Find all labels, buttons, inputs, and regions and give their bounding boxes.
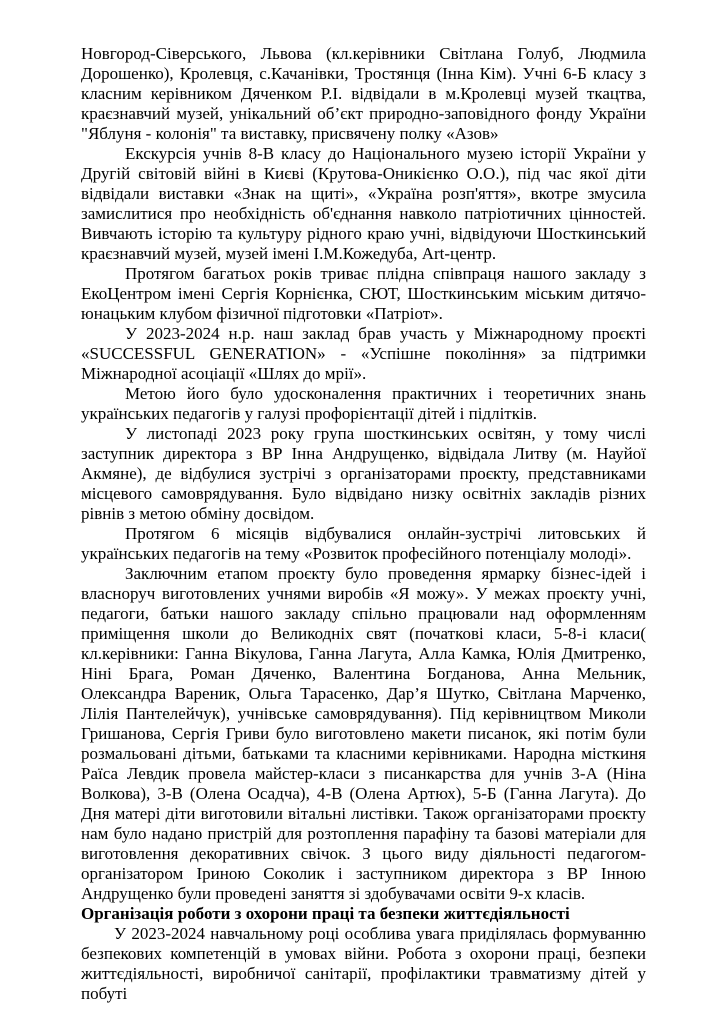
paragraph-project-goal: Метою його було удосконалення практичних і теоретичних знань українських педагогів у галузі профорієнтації дітей і підлітків. (81, 384, 646, 423)
paragraph-excursion-8v: Екскурсія учнів 8-В класу до Національного музею історії України у Другій світовій війні в Києві (Крутова-Оникієнко О.О.), під час якої діти відвідали виставки «Знак на щиті», «Україна розп'яття», вкотре змусила замислитися про необхідність об'єднання навколо патріотичних цінностей. Вивчають історію та культуру рідного краю учні, відвідуючи Шосткинський краєзнавчий музей, музей імені І.М.Кожедуба, Art-центр. (81, 144, 646, 263)
paragraph-project-final-stage: Заключним етапом проєкту було проведення ярмарку бізнес-ідей і власноруч виготовлених учнями виробів «Я можу». У межах проєкту учні, педагоги, батьки нашого закладу спільно працювали над оформленням приміщення школи до Великодніх свят (початкові класи, 5-8-і класи( кл.керівники: Ганна Вікулова, Ганна Лагута, Алла Камка, Юлія Дмитренко, Ніні Брага, Роман Дяченко, Валентина Богданова, Анна Мельник, Олександра Вареник, Ольга Тарасенко, Дар’я Шутко, Світлана Марченко, Лілія Пантелейчук), учнівське самоврядування). Під керівництвом Миколи Гришанова, Сергія Гриви було виготовлено макети писанок, які потім були розмальовані дітьми, батьками та класними керівниками. Народна місткиня Раїса Левдик провела майстер-класи з писанкарства для учнів 3-А (Ніна Волкова), 3-В (Олена Осадча), 4-В (Олена Артюх), 5-Б (Ганна Лагута). До Дня матері діти виготовили вітальні листівки. Також організаторами проєкту нам було надано пристрій для розтоплення парафіну та базові матеріали для виготовлення декоративних свічок. З цього виду діяльності педагогом-організатором Іриною Соколик і заступником директора з ВР Інною Андрущенко були проведені заняття зі здобувачами освіти 9-х класів. (81, 564, 646, 903)
section-heading-labor-safety: Організація роботи з охорони праці та безпеки життєдіяльності (81, 904, 570, 923)
paragraph-continuation: Новгород-Сіверського, Львова (кл.керівники Світлана Голуб, Людмила Дорошенко), Кролевця, с.Качанівки, Тростянця (Інна Кім). Учні 6-Б класу з класним керівником Дяченком Р.І. відвідали в м.Кролевці музей ткацтва, краєзнавчий музей, унікальний об’єкт природно-заповідного фонду України "Яблуня - колонія" та виставку, присвячену полку «Азов» (81, 44, 646, 143)
paragraph-ecocenter-cooperation: Протягом багатьох років триває плідна співпраця нашого закладу з ЕкоЦентром імені Сергія Корнієнка, СЮТ, Шосткинським міським дитячо-юнацьким клубом фізичної підготовки «Патріот». (81, 264, 646, 323)
paragraph-online-meetings: Протягом 6 місяців відбувалися онлайн-зустрічі литовських й українських педагогів на тему «Розвиток професійного потенціалу молоді». (81, 524, 646, 563)
paragraph-lithuania-visit: У листопаді 2023 року група шосткинських освітян, у тому числі заступник директора з ВР Інна Андрущенко, відвідала Литву (м. Науйої Акмяне), де відбулися зустрічі з організаторами проєкту, представниками місцевого самоврядування. Було відвідано низку освітніх закладів різних рівнів з метою обміну досвідом. (81, 424, 646, 523)
paragraph-safety-competencies: У 2023-2024 навчальному році особлива увага приділялась формуванню безпекових компетенцій в умовах війни. Робота з охорони праці, безпеки життєдіяльності, виробничої санітарії, профілактики травматизму дітей у побуті (81, 924, 646, 1003)
paragraph-international-project: У 2023-2024 н.р. наш заклад брав участь у Міжнародному проєкті «SUCCESSFUL GENERATION» - «Успішне покоління» за підтримки Міжнародної асоціації «Шлях до мрії». (81, 324, 646, 383)
